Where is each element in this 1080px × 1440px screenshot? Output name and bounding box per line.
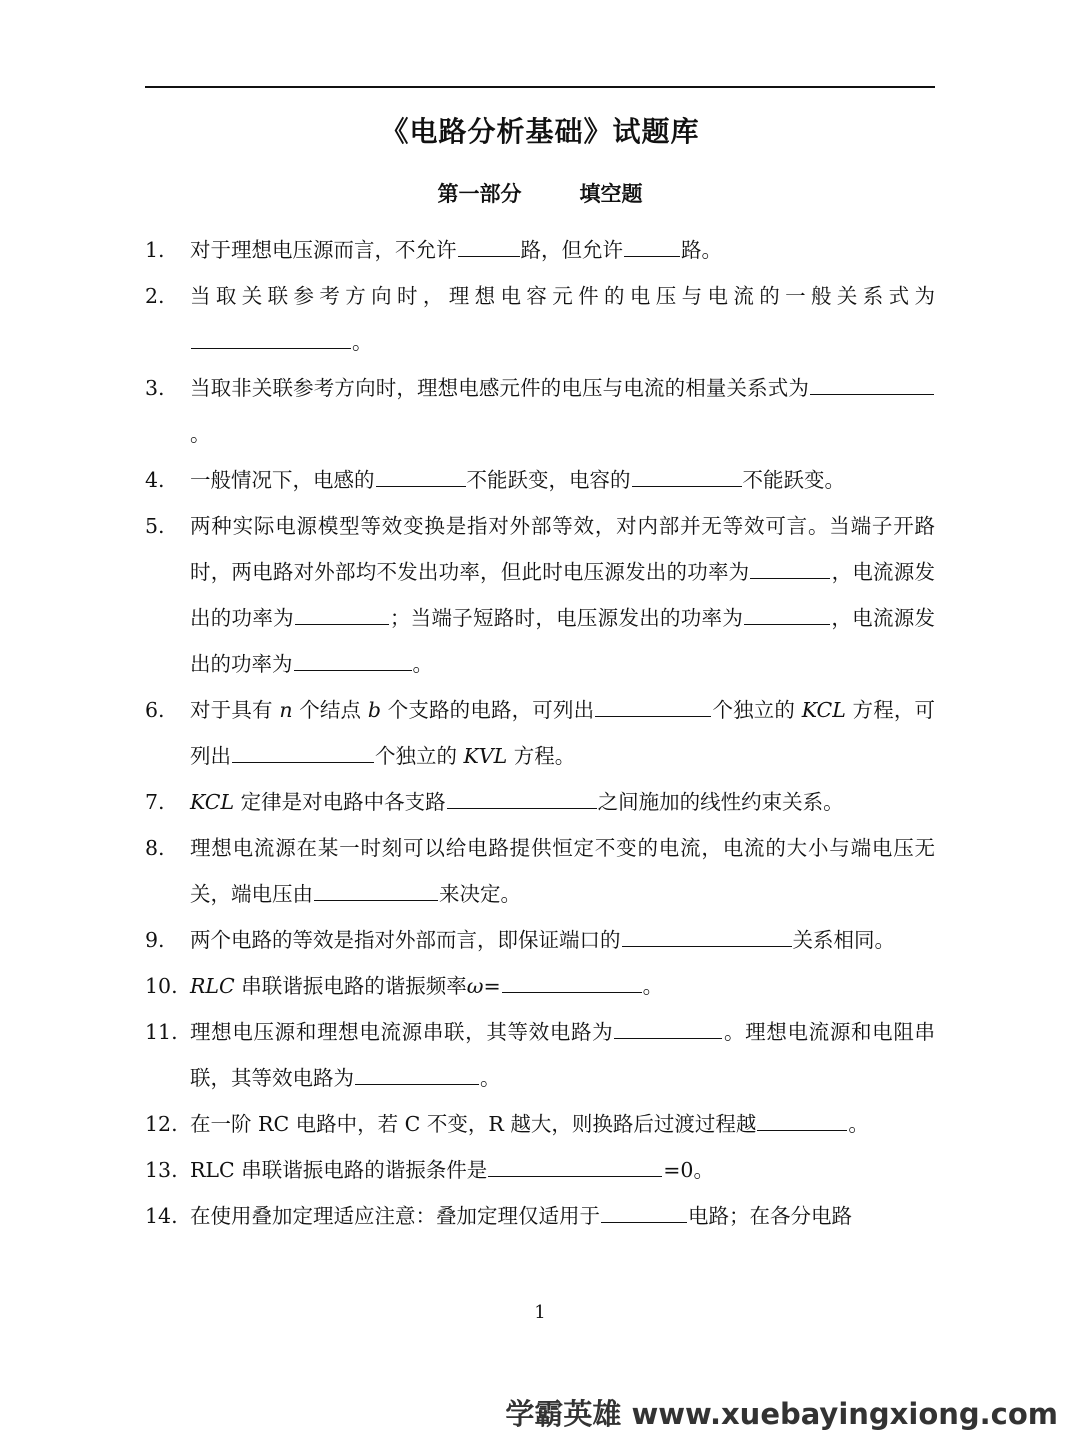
answer-blank: [294, 650, 412, 671]
answer-blank: [458, 236, 520, 257]
answer-blank: [632, 466, 742, 487]
question-number: 4.: [145, 468, 165, 492]
question-number: 10.: [145, 974, 178, 998]
question-number: 2.: [145, 284, 165, 308]
page-number: 1: [534, 1302, 546, 1323]
question-list: [145, 227, 935, 1239]
section-heading: [0, 178, 1080, 208]
answer-blank: [376, 466, 466, 487]
question-6: 6. 对于具有 n 个结点 b 个支路的电路，可列出 个独立的 KCL 方程，可列出 个独立的 KVL 方程。: [145, 687, 935, 779]
question-3: 3. 当取非关联参考方向时，理想电感元件的电压与电流的相量关系式为。: [145, 365, 935, 457]
question-8: 8. 理想电流源在某一时刻可以给电路提供恒定不变的电流，电流的大小与端电压无关，端电压由 来决定。: [145, 825, 935, 917]
answer-blank: [810, 374, 934, 395]
answer-blank: [488, 1156, 662, 1177]
question-4: 4. 一般情况下，电感的 不能跃变，电容的 不能跃变。: [145, 457, 935, 503]
question-14: 14. 在使用叠加定理适应注意：叠加定理仅适用于 电路；在各分电路: [145, 1193, 935, 1239]
watermark-cn: 学霸英雄: [505, 1397, 622, 1431]
question-number: 14.: [145, 1204, 178, 1228]
question-2: 2. 当取关联参考方向时，理想电容元件的电压与电流的一般关系式为。: [145, 273, 935, 365]
question-11: 11. 理想电压源和理想电流源串联，其等效电路为 。理想电流源和电阻串联，其等效电路为 。: [145, 1009, 935, 1101]
answer-blank: [750, 558, 830, 579]
answer-blank: [355, 1064, 479, 1085]
question-9: 9. 两个电路的等效是指对外部而言，即保证端口的 关系相同。: [145, 917, 935, 963]
question-number: 11.: [145, 1020, 178, 1044]
question-5: 5. 两种实际电源模型等效变换是指对外部等效，对内部并无等效可言。当端子开路时，两电路对外部均不发出功率，但此时电压源发出的功率为 ，电流源发出的功率为 ；当端子短路时，电压源发出的功率为 ，电流源发出的功率为 。: [145, 503, 935, 687]
answer-blank: [447, 788, 597, 809]
question-1: 1. 对于理想电压源而言，不允许 路，但允许 路。: [145, 227, 935, 273]
section-part: 第一部分: [437, 181, 522, 206]
watermark: [505, 1392, 1058, 1433]
section-type: 填空题: [579, 181, 643, 206]
answer-blank: [232, 742, 374, 763]
answer-blank: [502, 972, 642, 993]
watermark-url: www.xuebayingxiong.com: [631, 1397, 1058, 1431]
top-rule: [145, 86, 935, 88]
question-number: 3.: [145, 376, 165, 400]
question-number: 1.: [145, 238, 165, 262]
answer-blank: [601, 1202, 687, 1223]
answer-blank: [314, 880, 438, 901]
page-title: 《电路分析基础》试题库: [380, 115, 700, 148]
answer-blank: [757, 1110, 847, 1131]
question-12: 12. 在一阶 RC 电路中，若 C 不变，R 越大，则换路后过渡过程越 。: [145, 1101, 935, 1147]
question-13: 13. RLC 串联谐振电路的谐振条件是 =0。: [145, 1147, 935, 1193]
question-number: 8.: [145, 836, 165, 860]
answer-blank: [744, 604, 830, 625]
question-number: 7.: [145, 790, 165, 814]
answer-blank: [614, 1018, 722, 1039]
answer-blank: [295, 604, 389, 625]
answer-blank: [622, 926, 792, 947]
answer-blank: [595, 696, 711, 717]
question-number: 12.: [145, 1112, 178, 1136]
answer-blank: [191, 328, 351, 349]
question-10: 10. RLC 串联谐振电路的谐振频率ω= 。: [145, 963, 935, 1009]
question-number: 5.: [145, 514, 165, 538]
question-number: 6.: [145, 698, 165, 722]
answer-blank: [624, 236, 680, 257]
question-7: 7. KCL 定律是对电路中各支路 之间施加的线性约束关系。: [145, 779, 935, 825]
question-number: 9.: [145, 928, 165, 952]
question-number: 13.: [145, 1158, 178, 1182]
